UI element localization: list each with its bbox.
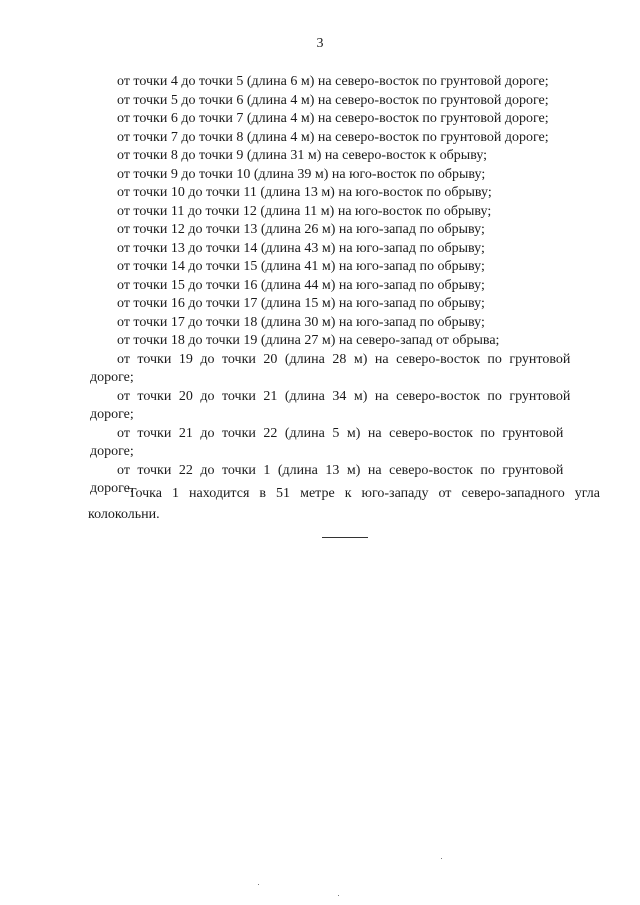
segment-line: от точки 16 до точки 17 (длина 15 м) на юго-запад по обрыву; (117, 296, 485, 311)
segment-paragraph (90, 425, 600, 462)
scan-speck (441, 858, 442, 859)
segment-line: от точки 5 до точки 6 (длина 4 м) на северо-восток по грунтовой дороге; (117, 92, 549, 108)
closing-line: Точка 1 находится в 51 метре к юго-западу от северо-западного угла (128, 486, 600, 501)
segment-line: от точки 21 до точки 22 (длина 5 м) на северо-восток по грунтовой (117, 425, 564, 441)
end-rule (322, 537, 368, 538)
segment-line-continuation: дороге; (90, 444, 134, 459)
segment-line: от точки 22 до точки 1 (длина 13 м) на северо-восток по грунтовой (117, 462, 564, 478)
segment-line: от точки 18 до точки 19 (длина 27 м) на северо-запад от обрыва; (117, 333, 500, 348)
segment-line: от точки 14 до точки 15 (длина 41 м) на юго-запад по обрыву; (117, 259, 485, 274)
segment-line: от точки 17 до точки 18 (длина 30 м) на юго-запад по обрыву; (117, 314, 485, 330)
segment-line: от точки 10 до точки 11 (длина 13 м) на юго-восток по обрыву; (117, 185, 492, 200)
segment-line: от точки 11 до точки 12 (длина 11 м) на юго-восток по обрыву; (117, 203, 492, 219)
segment-line: от точки 13 до точки 14 (длина 43 м) на юго-запад по обрыву; (117, 240, 485, 256)
segment-line: от точки 4 до точки 5 (длина 6 м) на северо-восток по грунтовой дороге; (117, 74, 549, 89)
segment-line: от точки 12 до точки 13 (длина 26 м) на юго-запад по обрыву; (117, 222, 485, 237)
segment-line: от точки 6 до точки 7 (длина 4 м) на северо-восток по грунтовой дороге; (117, 111, 549, 126)
segment-paragraph (90, 351, 600, 388)
closing-line-continuation: колокольни. (88, 507, 160, 522)
segment-line: от точки 15 до точки 16 (длина 44 м) на юго-запад по обрыву; (117, 277, 485, 293)
closing-paragraph (88, 483, 600, 525)
boundary-description (90, 73, 600, 499)
scan-speck (338, 895, 339, 896)
segment-line: от точки 19 до точки 20 (длина 28 м) на северо-восток по грунтовой (117, 351, 571, 367)
segment-line-continuation: дороге; (90, 407, 134, 422)
page-number: 3 (316, 36, 324, 51)
segment-paragraph (90, 388, 600, 425)
segment-line-continuation: дороге. (90, 481, 134, 496)
scan-speck (258, 884, 259, 885)
segment-line: от точки 7 до точки 8 (длина 4 м) на северо-восток по грунтовой дороге; (117, 129, 549, 145)
segment-line-continuation: дороге; (90, 370, 134, 385)
segment-line: от точки 20 до точки 21 (длина 34 м) на северо-восток по грунтовой (117, 388, 571, 404)
segment-line: от точки 9 до точки 10 (длина 39 м) на юго-восток по обрыву; (117, 166, 486, 182)
segment-line: от точки 8 до точки 9 (длина 31 м) на северо-восток к обрыву; (117, 148, 488, 163)
